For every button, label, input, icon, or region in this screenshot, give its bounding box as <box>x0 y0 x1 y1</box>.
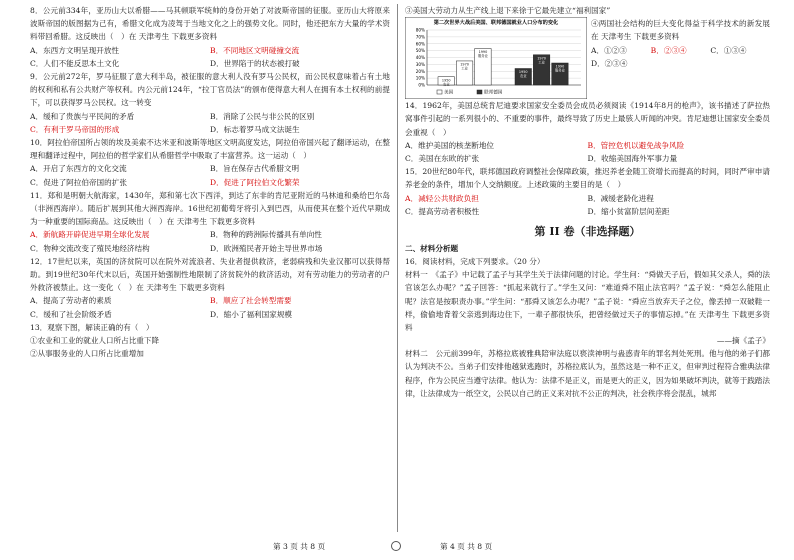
footer-right-page: 第 4 页 共 8 页 <box>440 542 493 551</box>
q10-option-a: A．开启了东西方的文化交流 <box>30 164 127 174</box>
q13-option-c: C．①③④ <box>710 45 747 55</box>
right-column <box>405 4 770 400</box>
chart-y-tick: 80% <box>415 27 425 33</box>
q14-option-a: A．维护美国的核垄断地位 <box>405 140 495 150</box>
q11-options <box>30 228 390 241</box>
q8-options <box>30 44 390 57</box>
chart-legend-swatch <box>437 90 442 94</box>
chart-y-tick: 0% <box>418 82 425 88</box>
q15-option-c: C．提高劳动者积极性 <box>405 206 480 216</box>
q12-option-a: A．提高了劳动者的素质 <box>30 296 112 306</box>
q12-option-b: B．顺应了社会转型需要 <box>210 296 292 306</box>
q11-option-b: B．物种的跨洲际传播具有单向性 <box>210 230 322 240</box>
chart-bar-label: 1950 农业 <box>441 78 451 87</box>
q16-intro: 16．阅读材料，完成下列要求。（20 分） <box>405 257 545 267</box>
q13-option-b: B．②③④ <box>650 45 687 55</box>
chart-y-tick: 30% <box>415 62 425 68</box>
material-1: 材料一 《孟子》中记载了孟子与其学生关于法律问题的讨论。学生问：“舜做天子后，假如其父杀人，舜的法官该怎么办呢？”孟子回答：“抓起来就行了。”学生又问：“难道舜不阻止法官吗？”孟子说：“舜怎么能阻止呢？法官是按职责办事。”学生问：“那舜又该怎么办呢？”孟子说：“舜应当放弃天子之位，像丢掉一双破鞋一样，偷偷地背着父亲逃到海边住下，一辈子都很快乐，把曾经做过天子的事情忘掉。”在 天津考生 下载更多资料 <box>405 270 770 333</box>
q13-options <box>591 44 770 57</box>
q13-stem: 13．观察下图，解读正确的有（ ） <box>30 322 154 332</box>
q8-options-2 <box>30 57 390 70</box>
chart-frame <box>405 17 587 99</box>
q14-stem: 14．1962年，美国总统肯尼迪要求国家安全委员会成员必须阅读《1914年8月的枪声》，该书描述了萨拉热窝事件引起的一系列很小的、不重要的事件，最终导致了历史上最骇人听闻的冲突。肯尼迪想让国家安全委员会重视（ ） <box>405 101 770 137</box>
q8-option-c: C．人们不能反思本土文化 <box>30 58 120 68</box>
employment-bar-chart <box>405 17 587 99</box>
q8-option-a: A．东西方文明呈现开放性 <box>30 45 120 55</box>
q12-options-2 <box>30 308 390 321</box>
q8-stem: 8．公元前334年，亚历山大以希腊——马其顿联军统帅的身份开始了对波斯帝国的征服。亚历山大将原来波斯帝国的版图据为己有，希腊文化成为凌驾于当地文化之上的强势文化。同时，他还把东方大量的学术资料带回希腊。这反映出（ ）在 天津考生 下载更多资料 <box>30 6 390 42</box>
chart-bar-label: 1950 农业 <box>518 70 528 79</box>
section-title: 第 II 卷（非选择题） <box>534 225 641 239</box>
q15-options <box>405 192 770 205</box>
binding-hole-icon <box>391 541 401 551</box>
q14-option-b: B．管控危机以避免战争风险 <box>587 140 685 150</box>
material-1-citation: ——摘《孟子》 <box>716 336 770 346</box>
chart-y-tick: 10% <box>415 75 425 81</box>
q12-option-c: C．缓和了社会阶级矛盾 <box>30 309 112 319</box>
q11-stem: 11．郑和是明朝大航海家，1430年，郑和第七次下西洋，到达了东非的肯尼亚附近的马林迪和桑给巴尔岛（非洲西海岸）。随后扩展到其他大洲西海岸。16世纪初葡萄牙将引入到巴西，从而使其在整个近代早期成为一种重要的国际商品。这反映出（ ）在 天津考生 下载更多资料 <box>30 190 390 227</box>
q15-option-b: B．减缓老龄化进程 <box>587 193 654 203</box>
chart-legend-label: 美国 <box>444 90 454 96</box>
q12-options <box>30 294 390 307</box>
page-footer <box>0 538 794 556</box>
chart-bar-label: 1970 工业 <box>460 62 469 71</box>
q8-option-d: D．世界陷于的状态被打破 <box>210 58 300 68</box>
footer-left-page: 第 3 页 共 8 页 <box>273 542 326 551</box>
q15-option-d: D．缩小贫富阶层间差距 <box>587 206 670 216</box>
q13-line-2: ②从事服务业的人口所占比重增加 <box>30 349 144 359</box>
chart-row <box>405 17 770 99</box>
q9-option-d: D．标志着罗马成文法诞生 <box>210 124 300 134</box>
chart-y-tick: 50% <box>415 48 425 54</box>
q8-option-b: B．不同地区文明碰撞交流 <box>210 45 300 55</box>
q10-option-d: D．促进了阿拉伯文化繁荣 <box>210 177 300 187</box>
q11-option-c: C．物种交流改变了殖民地经济结构 <box>30 243 150 253</box>
q12-option-d: D．缩小了福利国家规模 <box>210 309 293 319</box>
q14-options-2 <box>405 152 770 165</box>
q13-option-d: D．②③④ <box>591 58 628 68</box>
q11-option-a: A．新航路开辟促进早期全球化发展 <box>30 230 150 240</box>
chart-y-tick: 70% <box>415 34 425 40</box>
q12-stem: 12．17世纪以来，英国的济贫院可以在院外对流浪者、失业者提供救济，老弱病残和失业汉都可以获得帮助。到19世纪30年代末以后，英国开始强制性地限制了济贫院外的救济活动，对有劳动能力的劳动者的户外救济被禁止。这一变化（ ）在 天津考生 下载更多资料 <box>30 256 390 293</box>
q9-options-2 <box>30 123 390 136</box>
chart-bar-label: 1970 工业 <box>537 56 546 65</box>
q13-options-2 <box>591 57 770 70</box>
q13-option-a: A．①②③ <box>591 45 627 55</box>
q9-option-a: A．缓和了贵族与平民间的矛盾 <box>30 111 135 121</box>
employment-chart <box>405 17 587 99</box>
q11-option-d: D．欧洲殖民者开始主导世界市场 <box>210 243 323 253</box>
chart-bar-label: 1990 服务业 <box>477 50 489 59</box>
q13-line-1: ①农业和工业的就业人口所占比重下降 <box>30 336 160 346</box>
q10-option-c: C．促进了阿拉伯帝国的扩张 <box>30 177 127 187</box>
q13-line-3: ③美国大劳动力从生产线上退下来徐于它最先建立“福利国家” <box>405 6 611 15</box>
q9-stem: 9．公元前272年，罗马征服了意大利半岛，被征服的意大利人没有罗马公民权，而公民权意味着占有土地的权利和私有公共财产等权利。内公元前124年，“拉丁官员法”的颁布使得意大利人在拥有本土权利的前提下，可以获得罗马公民权。这一转变 <box>30 72 390 108</box>
q9-options <box>30 110 390 123</box>
chart-side-text <box>587 17 770 70</box>
chart-title: 第二次世界大战后美国、联邦德国就业人口分布的变化 <box>433 20 559 27</box>
q10-stem: 10．阿拉伯帝国所占领的埃及美索不达米亚和波斯等地区文明高度发达，阿拉伯帝国兴起了翻译运动，在整理和翻译过程中，阿拉伯的哲学家们从希腊哲学中吸取了丰富营养。这一运动（ ） <box>30 138 390 161</box>
q14-option-d: D．收缩美国海外军事力量 <box>587 154 678 164</box>
chart-y-tick: 60% <box>415 41 425 47</box>
q9-option-c: C．有利于罗马帝国的形成 <box>30 124 120 134</box>
left-column <box>30 4 390 360</box>
section-subtitle: 二、材料分析题 <box>405 244 459 254</box>
q14-options <box>405 139 770 152</box>
q14-option-c: C．美国在东欧的扩张 <box>405 154 480 164</box>
chart-y-tick: 40% <box>415 55 425 61</box>
q15-options-2 <box>405 205 770 218</box>
chart-legend-swatch <box>477 90 482 94</box>
q11-options-2 <box>30 242 390 255</box>
material-2: 材料二 公元前399年，苏格拉底被雅典陪审法庭以亵渎神明与蛊惑青年的罪名判处死刑。他与他的弟子们都认为判决不公。当弟子们安排他越狱逃跑时，苏格拉底认为，虽然这是一种不正义，但审判过程符合雅典法律程序，作为公民应当遵守法律。他认为：法律不是正义，而是更大的正义，因为如果破坏判决，就等于践踏法律，让法律成为一纸空文，公民以自己的正义来对抗不公正的判决，社会秩序将会混乱，城邦 <box>405 349 770 398</box>
chart-y-tick: 20% <box>415 68 425 74</box>
q10-option-b: B．旨在保存古代希腊文明 <box>210 164 300 174</box>
column-divider <box>397 4 398 532</box>
chart-bar-label: 1990 服务业 <box>554 64 566 73</box>
q10-options <box>30 162 390 175</box>
q15-option-a: A．减轻公共财政负担 <box>405 193 479 203</box>
q10-options-2 <box>30 176 390 189</box>
chart-legend-label: 联邦德国 <box>484 90 503 96</box>
q15-stem: 15．20世纪80年代，联邦德国政府调整社会保障政策，推迟养老金随工资增长而提高的时间，同时严审申请养老金的条件，增加个人交纳额度。上述政策的主要目的是（ ） <box>405 167 770 190</box>
q9-option-b: B．消除了公民与非公民的区别 <box>210 111 315 121</box>
q13-line-4: ④两国社会结构的巨大变化得益于科学技术的新发展在 天津考生 下载更多资料 <box>591 19 770 42</box>
